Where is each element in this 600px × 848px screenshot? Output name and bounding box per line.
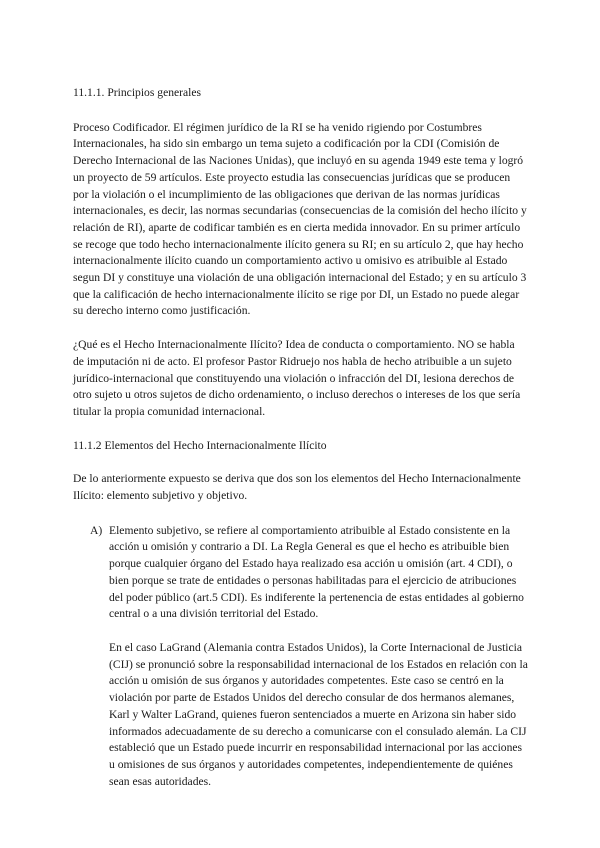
paragraph-elementos-intro: De lo anteriormente expuesto se deriva que dos son los elementos del Hecho Internacionalmente Ilícito: elemento subjetivo y objetivo. [73,472,521,503]
paragraph-proceso-codificador: Proceso Codificador. El régimen jurídico de la RI se ha venido rigiendo por Costumbres Internacionales, ha sido sin embargo un tema sujeto a codificación por la CDI (Comisión de Derecho Internacional de las Naciones Unidas), que incluyó en su agenda 1949 este tema y logró un proyecto de 59 artículos. Este proyecto estudia las consecuencias jurídicas que se producen por la violación o el incumplimiento de las obligaciones que derivan de las normas jurídicas internacionales, es decir, las normas secundarias (consecuencias de la comisión del hecho ilícito y relación de RI), aparte de codificar también es en cierta medida innovador. En su primer artículo se recoge que todo hecho internacionalmente ilícito genera su RI; en su artículo 2, que hay hecho internacionalmente ilícito cuando un comportamiento activo u omisivo es atribuible al Estado segun DI y constituye una violación de una obligación internacional del Estado; y en su artículo 3 que la calificación de hecho internacionalmente ilícito se rige por DI, un Estado no puede alegar su derecho interno como justificación. [73,120,527,318]
paragraph-caso-lagrand: En el caso LaGrand (Alemania contra Estados Unidos), la Corte Internacional de Justicia (CIJ) se pronunció sobre la responsabilidad internacional de los Estados en relación con la acción u omisión de sus órganos y autoridades competentes. Este caso se centró en la violación por parte de Estados Unidos del derecho consular de dos hermanos alemanes, Karl y Walter LaGrand, quienes fueron sentenciados a muerte en Arizona sin haber sido informados adecuadamente de su derecho a comunicarse con el consulado alemán. La CIJ estableció que un Estado puede incurrir en responsabilidad internacional por las acciones u omisiones de sus órganos y autoridades competentes, independientemente de quiénes sean esas autoridades. [109,640,528,788]
section-heading-elementos: 11.1.2 Elementos del Hecho Internacionalmente Ilícito [73,438,327,452]
document-page [73,85,528,790]
paragraph-elemento-subjetivo: Elemento subjetivo, se refiere al comportamiento atribuible al Estado consistente en la acción u omisión y contrario a DI. La Regla General es que el hecho es atribuible bien porque cualquier órgano del Estado haya realizado esa acción u omisión (art. 4 CDI), o bien porque se trate de entidades o personas habilitadas para el ejercicio de atribuciones del poder público (art.5 CDI). Es indiferente la pertenencia de estas entidades al gobierno central o a una división territorial del Estado. [109,523,524,621]
list-marker: A) [90,523,103,537]
paragraph-hecho-ilicito-definicion: ¿Qué es el Hecho Internacionalmente Ilícito? Idea de conducta o comportamiento. NO se habla de imputación ni de acto. El profesor Pastor Ridruejo nos habla de hecho atribuible a un sujeto jurídico-internacional que constituyendo una violación o infracción del DI, lesiona derechos de otro sujeto u otros sujetos de dicho ordenamiento, o incluso derechos o intereses de los que sería titular la propia comunidad internacional. [73,338,521,418]
section-heading-principios: 11.1.1. Principios generales [73,86,202,99]
list-item-a [73,523,528,791]
